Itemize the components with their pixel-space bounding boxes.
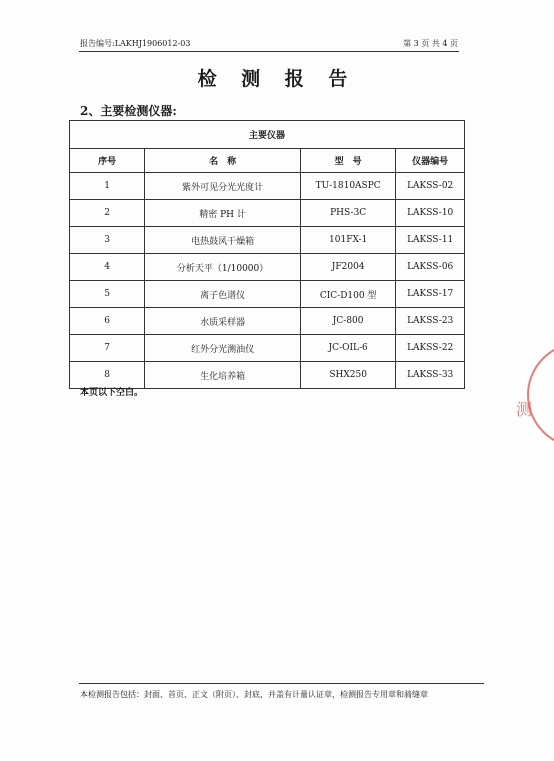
cell-model: JC-OIL-6	[300, 335, 395, 362]
document-title: 检 测 报 告	[197, 68, 357, 90]
cell-name: 生化培养箱	[145, 362, 301, 389]
cell-id: LAKSS-23	[396, 308, 465, 335]
table-row	[70, 254, 465, 281]
column-header-serial: 序号	[70, 149, 145, 173]
cell-serial: 1	[70, 173, 145, 200]
cell-name: 红外分光测油仪	[145, 335, 301, 362]
cell-id: LAKSS-17	[396, 281, 465, 308]
blank-page-note: 本页以下空白。	[80, 388, 144, 398]
table-header-row	[70, 149, 465, 173]
header-divider	[79, 51, 459, 52]
cell-name: 离子色谱仪	[145, 281, 301, 308]
table-row	[70, 200, 465, 227]
cell-id: LAKSS-06	[396, 254, 465, 281]
cell-model: JF2004	[300, 254, 395, 281]
section-heading: 2、主要检测仪器:	[80, 104, 177, 118]
column-header-id: 仪器编号	[396, 149, 465, 173]
cell-model: TU-1810ASPC	[300, 173, 395, 200]
column-header-name: 名 称	[145, 149, 301, 173]
cell-id: LAKSS-11	[396, 227, 465, 254]
cell-serial: 2	[70, 200, 145, 227]
cell-serial: 8	[70, 362, 145, 389]
page-indicator: 第 3 页 共 4 页	[403, 39, 458, 48]
cell-model: SHX250	[300, 362, 395, 389]
cell-model: CIC-D100 型	[300, 281, 395, 308]
cell-serial: 6	[70, 308, 145, 335]
table-row	[70, 335, 465, 362]
table-caption-row	[70, 121, 465, 149]
cell-name: 紫外可见分光光度计	[145, 173, 301, 200]
cell-model: JC-800	[300, 308, 395, 335]
cell-name: 精密 PH 计	[145, 200, 301, 227]
table-row	[70, 227, 465, 254]
table-row	[70, 308, 465, 335]
page-header	[80, 37, 458, 49]
instrument-table	[69, 120, 465, 389]
footer-note: 本检测报告包括：封面、首页、正文（附页）、封底，并盖有计量认证章，检测报告专用章和骑缝章	[80, 690, 428, 699]
table-row	[70, 281, 465, 308]
cell-id: LAKSS-33	[396, 362, 465, 389]
cell-serial: 5	[70, 281, 145, 308]
red-seal-stamp	[510, 340, 554, 460]
cell-name: 分析天平（1/10000）	[145, 254, 301, 281]
seal-ring	[528, 343, 554, 447]
seal-character: 测	[516, 400, 533, 419]
cell-serial: 3	[70, 227, 145, 254]
cell-model: PHS-3C	[300, 200, 395, 227]
cell-name: 水质采样器	[145, 308, 301, 335]
cell-id: LAKSS-02	[396, 173, 465, 200]
cell-name: 电热鼓风干燥箱	[145, 227, 301, 254]
report-number: 报告编号:LAKHJ1906012-03	[80, 39, 191, 48]
table-caption: 主要仪器	[70, 121, 465, 149]
cell-id: LAKSS-10	[396, 200, 465, 227]
cell-serial: 7	[70, 335, 145, 362]
footer-divider	[79, 683, 484, 684]
column-header-model: 型 号	[300, 149, 395, 173]
cell-model: 101FX-1	[300, 227, 395, 254]
cell-id: LAKSS-22	[396, 335, 465, 362]
cell-serial: 4	[70, 254, 145, 281]
table-row	[70, 173, 465, 200]
